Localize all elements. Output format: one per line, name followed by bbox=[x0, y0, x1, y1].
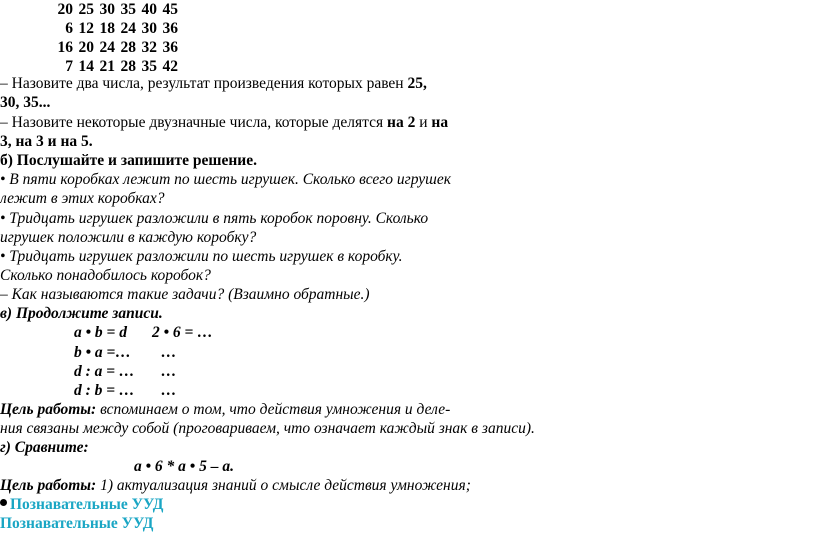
goal-2-label: Цель работы: bbox=[0, 477, 97, 494]
question-1-line-2 bbox=[0, 93, 50, 112]
question-2-line-2 bbox=[0, 132, 93, 151]
question-2-and: и bbox=[415, 114, 432, 131]
formula-row-2-left: b • a =… bbox=[74, 344, 131, 361]
question-1-numbers: 25, bbox=[407, 75, 427, 92]
number-cell: 32 bbox=[141, 39, 157, 56]
section-b-text: б) Послушайте и запишите решение. bbox=[0, 152, 257, 169]
formula-row-3-right: … bbox=[161, 363, 177, 380]
number-cell: 18 bbox=[99, 20, 115, 37]
uud-label-2: Познавательные УУД bbox=[0, 515, 154, 532]
goal-2-line bbox=[0, 476, 471, 495]
task-3-line-2: Сколько понадобилось коробок? bbox=[0, 267, 211, 284]
number-cell: 25 bbox=[78, 1, 94, 18]
number-row bbox=[52, 19, 178, 38]
formula-row-2-right: … bbox=[161, 344, 177, 361]
number-cell: 20 bbox=[57, 1, 73, 18]
uud-label-1: Познавательные УУД bbox=[10, 496, 164, 513]
number-cell: 6 bbox=[65, 20, 73, 37]
question-2-line-1 bbox=[0, 113, 448, 132]
task-1-line-2: лежит в этих коробках? bbox=[0, 190, 165, 207]
number-cell: 21 bbox=[99, 58, 115, 75]
number-cell: 24 bbox=[120, 20, 136, 37]
number-cell: 30 bbox=[141, 20, 157, 37]
question-1-line-1 bbox=[0, 74, 427, 93]
section-b-heading bbox=[0, 151, 257, 170]
number-cell: 28 bbox=[120, 58, 136, 75]
uud-line-1 bbox=[0, 495, 163, 514]
number-cell: 36 bbox=[162, 39, 178, 56]
compare-expression: a • 6 * a • 5 – a. bbox=[134, 458, 234, 475]
question-c: – Как называются такие задачи? (Взаимно обратные.) bbox=[0, 286, 370, 303]
goal-1-text: вспоминаем о том, что действия умножения и деле- bbox=[96, 401, 451, 418]
number-cell: 40 bbox=[141, 1, 157, 18]
number-cell: 30 bbox=[99, 1, 115, 18]
number-cell: 16 bbox=[57, 39, 73, 56]
question-1-text: – Назовите два числа, результат произведения которых равен bbox=[0, 75, 408, 92]
number-cell: 42 bbox=[162, 58, 178, 75]
number-row bbox=[52, 38, 178, 57]
formula-row-3-left: d : a = … bbox=[74, 363, 135, 380]
number-cell: 7 bbox=[65, 58, 73, 75]
goal-2-text: 1) актуализация знаний о смысле действия умножения; bbox=[96, 477, 471, 494]
question-2-bold-a: на 2 bbox=[387, 114, 416, 131]
formula-row-4-left: d : b = … bbox=[74, 382, 135, 399]
number-cell: 28 bbox=[120, 39, 136, 56]
question-2-bold-b: на bbox=[431, 114, 449, 131]
question-2-text: – Назовите некоторые двузначные числа, которые делятся bbox=[0, 114, 388, 131]
number-cell: 45 bbox=[162, 1, 178, 18]
task-2-line-1: • Тридцать игрушек разложили в пять коробок поровну. Сколько bbox=[0, 210, 429, 227]
number-cell: 36 bbox=[162, 20, 178, 37]
goal-1-line-1 bbox=[0, 400, 450, 419]
number-cell: 12 bbox=[78, 20, 94, 37]
uud-line-2 bbox=[0, 514, 153, 533]
number-cell: 20 bbox=[78, 39, 94, 56]
task-3-line-1: • Тридцать игрушек разложили по шесть игрушек в коробку. bbox=[0, 248, 403, 265]
bullet-icon bbox=[0, 499, 7, 506]
task-1-line-1: • В пяти коробках лежит по шесть игрушек. Сколько всего игрушек bbox=[0, 171, 451, 188]
section-v-heading: в) Продолжите записи. bbox=[0, 305, 163, 322]
formula-row-1-right: 2 • 6 = … bbox=[152, 324, 213, 341]
task-2-line-2: игрушек положили в каждую коробку? bbox=[0, 229, 257, 246]
number-cell: 24 bbox=[99, 39, 115, 56]
goal-1-line-2: ния связаны между собой (проговариваем, что означает каждый знак в записи). bbox=[0, 420, 535, 437]
question-1-numbers-cont: 30, 35... bbox=[0, 94, 51, 111]
section-g-heading: г) Сравните: bbox=[0, 439, 89, 456]
goal-1-label: Цель работы: bbox=[0, 401, 97, 418]
formula-row-4-right: … bbox=[161, 382, 177, 399]
number-row bbox=[52, 0, 178, 19]
number-cell: 35 bbox=[120, 1, 136, 18]
number-cell: 14 bbox=[78, 58, 94, 75]
formula-row-1-left: a • b = d bbox=[74, 324, 128, 341]
question-2-bold-c: 3, на 3 и на 5. bbox=[0, 133, 93, 150]
number-cell: 35 bbox=[141, 58, 157, 75]
